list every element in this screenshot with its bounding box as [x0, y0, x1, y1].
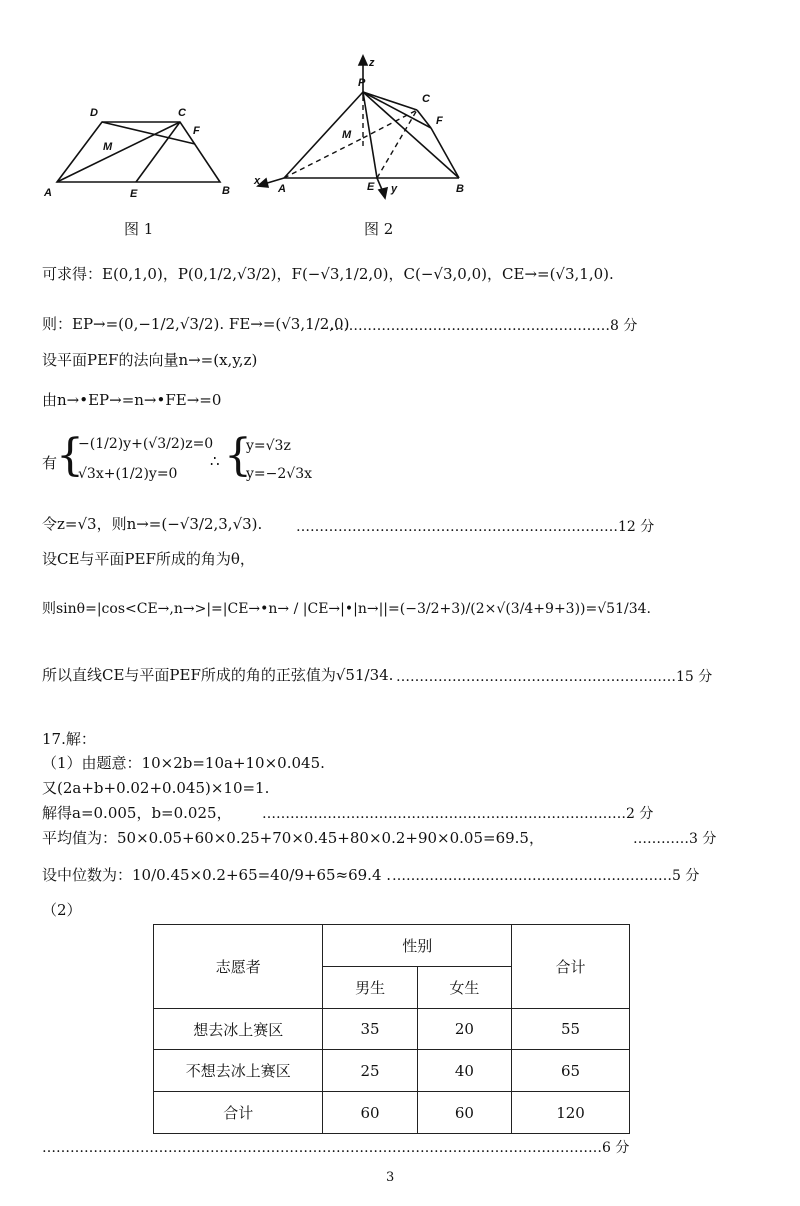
- score-5-label: 5 分: [672, 868, 700, 884]
- text-line-normal-vector: 设平面PEF的法向量n→=(x,y,z): [42, 351, 258, 369]
- text-line-vectors: 则：EP→=(0,−1/2,√3/2). FE→=(√3,1/2,0): [42, 315, 350, 333]
- fig1-label-b: B: [222, 185, 230, 197]
- leader-dots: …………………………………………………………………………………………………………: [42, 1140, 602, 1156]
- figure-2: [250, 50, 480, 202]
- score-5: [392, 865, 699, 885]
- eq-2a: y=√3z: [246, 438, 291, 454]
- therefore-symbol: ∴: [210, 452, 220, 470]
- header-total: 合计: [512, 925, 630, 1009]
- contingency-table: [153, 924, 630, 1134]
- score-12-label: 12 分: [618, 519, 655, 535]
- fig2-label-f: F: [436, 115, 443, 127]
- segment-pb: [363, 92, 459, 178]
- segment-cf: [417, 110, 431, 128]
- text-line-solve: 解得a=0.005，b=0.025，: [42, 804, 232, 822]
- segment-df: [102, 122, 195, 144]
- eq-2b: y=−2√3x: [246, 466, 313, 482]
- leader-dots: ……………………………………………………: [396, 669, 676, 685]
- header-volunteer: 志愿者: [154, 925, 323, 1009]
- figure-2-caption: 图 2: [364, 220, 394, 238]
- segment-ac: [57, 122, 180, 182]
- fig2-label-b: B: [456, 183, 464, 195]
- leader-dots: ……………………………………………………………: [296, 519, 618, 535]
- figure-1: [40, 100, 240, 200]
- score-8: [330, 315, 637, 335]
- cell-total: 55: [512, 1009, 630, 1050]
- eq-1b: √3x+(1/2)y=0: [78, 466, 178, 482]
- left-brace-2: {: [224, 430, 252, 481]
- row-label: 不想去冰上赛区: [154, 1050, 323, 1092]
- figure-1-caption: 图 1: [124, 220, 154, 238]
- header-female: 女生: [417, 967, 511, 1009]
- cell-female: 40: [417, 1050, 511, 1092]
- fig2-label-z: z: [369, 57, 375, 69]
- score-15: [396, 666, 712, 686]
- header-male: 男生: [323, 967, 417, 1009]
- fig2-label-c: C: [422, 93, 430, 105]
- score-2-label: 2 分: [626, 806, 654, 822]
- leader-dots: ……………………………………………………: [330, 318, 610, 334]
- fig2-label-y: y: [391, 183, 398, 195]
- fig1-label-f: F: [193, 125, 200, 137]
- dashed-am: [284, 138, 363, 178]
- fig2-label-e: E: [367, 181, 375, 193]
- fig2-label-p: P: [358, 77, 366, 89]
- z-axis-arrow: [359, 56, 367, 65]
- text-line-part2: （2）: [42, 901, 82, 919]
- score-3-label: 3 分: [689, 831, 717, 847]
- score-8-label: 8 分: [610, 318, 638, 334]
- text-line-part1: （1）由题意：10×2b=10a+10×0.045.: [42, 754, 325, 772]
- table-row: [154, 1092, 630, 1134]
- text-line-sum: 又(2a+b+0.02+0.045)×10=1.: [42, 779, 270, 797]
- score-6-label: 6 分: [602, 1140, 630, 1156]
- fig1-label-e: E: [130, 188, 138, 200]
- fig2-label-m: M: [342, 129, 352, 141]
- score-12: [296, 516, 654, 536]
- text-line-coordinates: 可求得：E(0,1,0)，P(0,1/2,√3/2)，F(−√3,1/2,0)，C(−√3,0,0)，CE→=(√3,1,0).: [42, 265, 614, 283]
- fig1-label-d: D: [90, 107, 98, 119]
- text-line-conclusion: 所以直线CE与平面PEF所成的角的正弦值为√51/34.: [42, 666, 394, 684]
- header-gender: 性别: [323, 925, 512, 967]
- score-6: [42, 1137, 629, 1157]
- text-line-median: 设中位数为：10/0.45×0.2+65=40/9+65≈69.4 .: [42, 866, 392, 884]
- text-line-set-z: 令z=√3，则n→=(−√3/2,3,√3).: [42, 515, 263, 533]
- fig1-label-m: M: [103, 141, 113, 153]
- cell-total: 120: [512, 1092, 630, 1134]
- cell-male: 25: [323, 1050, 417, 1092]
- fig1-label-c: C: [178, 107, 186, 119]
- table-row: [154, 1050, 630, 1092]
- text-line-mean: 平均值为：50×0.05+60×0.25+70×0.45+80×0.2+90×0.05=69.5，: [42, 829, 544, 847]
- text-you: 有: [42, 454, 58, 472]
- fig2-label-a: A: [278, 183, 286, 195]
- text-line-angle: 设CE与平面PEF所成的角为θ，: [42, 550, 255, 568]
- y-axis-arrow: [379, 188, 387, 198]
- left-brace-1: {: [56, 430, 84, 481]
- text-line-dot-product: 由n→•EP→=n→•FE→=0: [42, 391, 222, 409]
- cell-total: 65: [512, 1050, 630, 1092]
- score-2: [262, 803, 653, 823]
- leader-dots: …………: [633, 831, 689, 847]
- segment-pe: [363, 92, 377, 178]
- cell-female: 20: [417, 1009, 511, 1050]
- cell-male: 35: [323, 1009, 417, 1050]
- leader-dots: ……………………………………………………: [392, 868, 672, 884]
- fig1-label-a: A: [44, 187, 52, 199]
- cell-male: 60: [323, 1092, 417, 1134]
- cell-female: 60: [417, 1092, 511, 1134]
- leader-dots: ……………………………………………………………………: [262, 806, 626, 822]
- eq-1a: −(1/2)y+(√3/2)z=0: [78, 436, 214, 452]
- problem-17-heading: 17.解：: [42, 730, 96, 748]
- page-number: 3: [386, 1170, 395, 1185]
- segment-pc: [363, 92, 417, 110]
- fig2-label-x: x: [254, 175, 261, 187]
- score-3: [633, 828, 716, 848]
- row-label: 想去冰上赛区: [154, 1009, 323, 1050]
- text-line-sine: 则sinθ=|cos<CE→,n→>|=|CE→•n→ / |CE→|•|n→||=(−3/2+3)/(2×√(3/4+9+3))=√51/34.: [42, 601, 651, 617]
- row-label: 合计: [154, 1092, 323, 1134]
- segment-fb: [431, 128, 459, 178]
- equation-system: [42, 432, 372, 492]
- table-row: [154, 1009, 630, 1050]
- score-15-label: 15 分: [676, 669, 713, 685]
